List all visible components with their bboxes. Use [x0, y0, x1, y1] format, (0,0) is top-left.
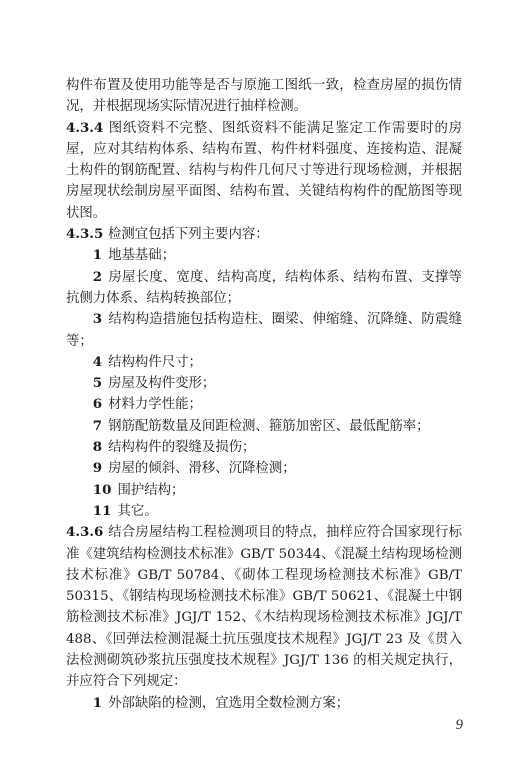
item-number: 9 — [92, 460, 103, 477]
item-number: 2 — [92, 268, 103, 285]
item-text: 地基基础； — [108, 248, 176, 264]
list-item — [66, 480, 462, 501]
paragraph — [66, 75, 462, 118]
item-number: 8 — [92, 439, 103, 456]
item-number: 1 — [92, 694, 103, 711]
list-item — [66, 416, 462, 437]
clause-number: 4.3.4 — [66, 119, 104, 136]
clause-text: 检测宜包括下列主要内容： — [107, 227, 269, 243]
item-number: 4 — [92, 353, 103, 370]
list-item — [66, 693, 462, 714]
item-number: 7 — [92, 417, 103, 434]
clause-text: 结合房屋结构工程检测项目的特点，抽样应符合国家现行标准《建筑结构检测技术标准》GB/T 50344、《混凝土结构现场检测技术标准》GB/T 50784、《砌体工程现场检测技术标准》GB/T 50315、《钢结构现场检测技术标准》GB/T 50621、《混凝土中钢筋检测技术标准》JGJ/T 152、《木结构现场检测技术标准》JGJ/T 488、《回弹法检测混凝土抗压强度技术规程》JGJ/T 23 及《贯入法检测砌筑砂浆抗压强度技术规程》JGJ/T 136 的相关规定执行，并应符合下列规定： — [66, 525, 462, 690]
item-text: 结构构件尺寸； — [108, 354, 202, 370]
clause-4-3-6 — [66, 522, 462, 692]
clause-number: 4.3.5 — [66, 226, 104, 243]
item-text: 结构构件的裂缝及损伤； — [108, 440, 256, 456]
clause-4-3-5 — [66, 224, 462, 245]
item-text: 房屋长度、宽度、结构高度，结构体系、结构布置、支撑等抗侧力体系、结构转换部位； — [66, 269, 462, 306]
list-item — [66, 245, 462, 266]
list-item — [66, 267, 462, 310]
item-text: 外部缺陷的检测，宜选用全数检测方案； — [108, 695, 350, 711]
item-text: 材料力学性能； — [108, 397, 202, 413]
item-number: 1 — [92, 247, 103, 264]
list-item — [66, 352, 462, 373]
item-number: 6 — [92, 396, 103, 413]
item-text: 其它。 — [117, 503, 158, 519]
item-text: 围护结构； — [117, 482, 185, 498]
list-item — [66, 458, 462, 479]
list-item — [66, 373, 462, 394]
list-item — [66, 437, 462, 458]
item-text: 钢筋配筋数量及间距检测、箍筋加密区、最低配筋率； — [108, 418, 430, 434]
item-text: 房屋的倾斜、滑移、沉降检测； — [108, 461, 296, 477]
item-number: 11 — [92, 502, 112, 519]
item-text: 房屋及构件变形； — [108, 376, 216, 392]
clause-number: 4.3.6 — [66, 524, 104, 541]
paragraph-text: 构件布置及使用功能等是否与原施工图纸一致，检查房屋的损伤情况，并根据现场实际情况进行抽样检测。 — [66, 78, 462, 115]
list-item — [66, 501, 462, 522]
item-number: 5 — [92, 375, 103, 392]
item-number: 3 — [92, 311, 103, 328]
clause-4-3-4 — [66, 118, 462, 224]
clause-text: 图纸资料不完整、图纸资料不能满足鉴定工作需要时的房屋，应对其结构体系、结构布置、构件材料强度、连接构造、混凝土构件的钢筋配置、结构与构件几何尺寸等进行现场检测，并根据房屋现状绘制房屋平面图、结构布置、关键结构构件的配筋图等现状图。 — [66, 120, 462, 221]
list-item — [66, 394, 462, 415]
page-number: 9 — [455, 717, 463, 733]
list-item — [66, 309, 462, 352]
body-text — [66, 75, 462, 714]
item-number: 10 — [92, 481, 112, 498]
item-text: 结构构造措施包括构造柱、圈梁、伸缩缝、沉降缝、防震缝等； — [66, 312, 462, 349]
